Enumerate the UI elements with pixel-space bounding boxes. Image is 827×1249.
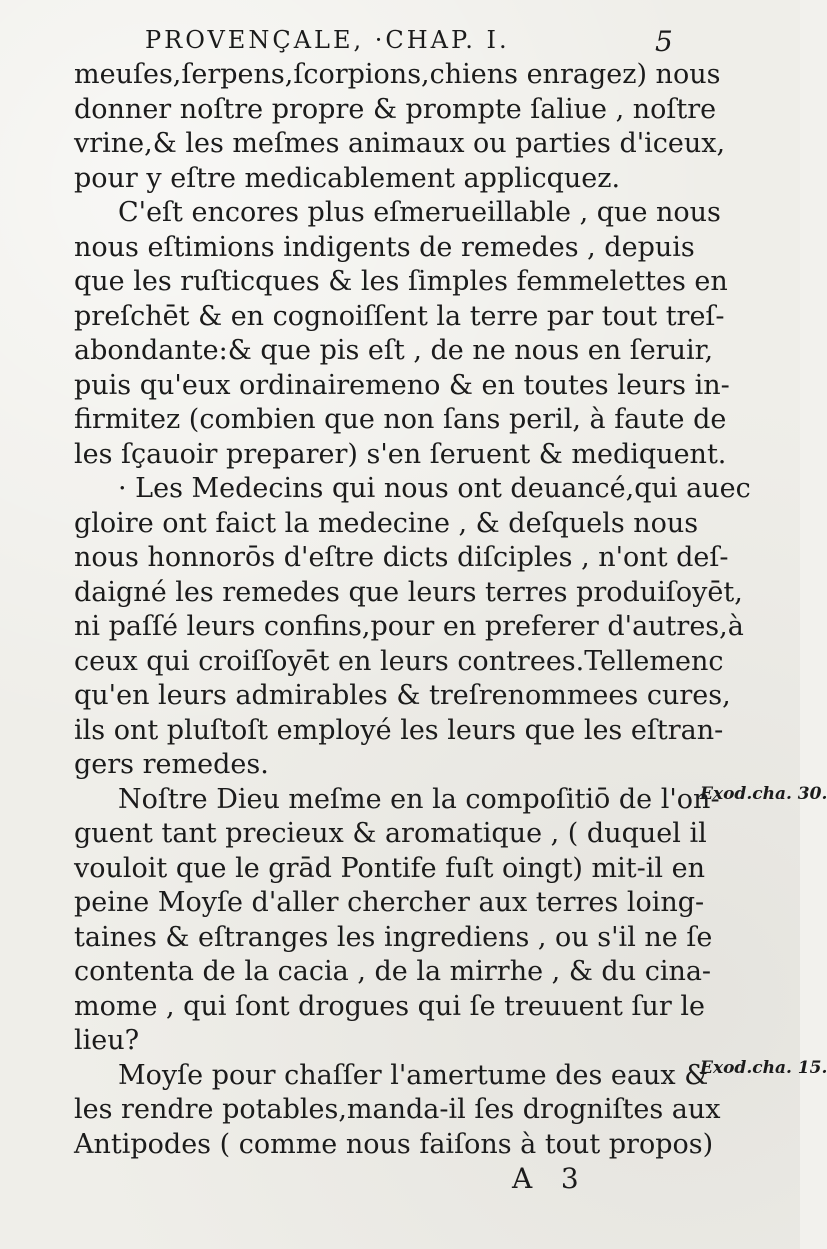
text-line: nous eſtimions indigents de remedes , depuis: [74, 231, 695, 263]
paragraph-start-line: Noſtre Dieu meſme en la compoſitiō de l'on-: [118, 783, 720, 815]
text-line: Antipodes ( comme nous faiſons à tout propos): [74, 1128, 714, 1160]
signature-number: 3: [560, 1162, 579, 1195]
text-line: ils ont pluſtoſt employé les leurs que les eſtran-: [74, 714, 724, 746]
text-line: vouloit que le grād Pontife fuſt oingt) mit-il en: [74, 852, 705, 884]
text-line: ni paſſé leurs confins,pour en preferer d'autres,à: [74, 611, 744, 642]
text-line: peine Moyſe d'aller chercher aux terres loing-: [74, 887, 705, 918]
text-line: gers remedes.: [74, 749, 269, 780]
text-line: guent tant precieux & aromatique , ( duquel il: [74, 818, 707, 849]
text-line: lieu?: [74, 1025, 140, 1056]
text-line: meuſes,ſerpens,ſcorpions,chiens enragez) nous: [74, 59, 721, 90]
text-line: taines & eſtranges les ingrediens , ou s'il ne ſe: [74, 921, 713, 953]
text-line: vrine,& les meſmes animaux ou parties d'iceux,: [74, 128, 726, 159]
signature-mark: [512, 1156, 632, 1202]
paragraph-start-line: Moyſe pour chaſſer l'amertume des eaux &: [118, 1059, 709, 1091]
text-line: abondante:& que pis eſt , de ne nous en ſeruir,: [74, 335, 714, 366]
text-line: daigné les remedes que leurs terres produiſoyēt,: [74, 576, 743, 608]
text-line: les ſçauoir preparer) s'en ſeruent & mediquent.: [74, 438, 727, 470]
paragraph-start-line: · Les Medecins qui nous ont deuancé,qui auec: [118, 473, 751, 504]
text-line: preſchēt & en cognoiſſent la terre par tout treſ-: [74, 300, 725, 332]
paragraph-start-line: C'eſt encores plus eſmerueillable , que nous: [118, 197, 721, 228]
text-line: que les ruſticques & les ſimples femmelettes en: [74, 266, 728, 297]
text-line: les rendre potables,manda-il ſes drogniſtes aux: [74, 1094, 721, 1125]
text-line: gloire ont faict la medecine , & deſquels nous: [74, 507, 699, 539]
main-text: [74, 58, 751, 1160]
text-line: qu'en leurs admirables & treſrenommees cures,: [74, 680, 731, 711]
text-line: contenta de la cacia , de la mirrhe , & du cina-: [74, 956, 712, 987]
signature-letter: A: [512, 1162, 533, 1195]
text-line: nous honnorōs d'eſtre dicts diſciples , n'ont deſ-: [74, 542, 729, 573]
running-head: PROVENÇALE, ·CHAP. I.: [145, 26, 510, 54]
text-line: donner noſtre propre & prompte ſaliue , noſtre: [74, 93, 717, 125]
text-line: mome , qui ſont drogues qui ſe treuuent ſur le: [74, 990, 705, 1022]
margin-note: Exod.cha. 30.: [700, 784, 827, 804]
text-line: puis qu'eux ordinairemeno & en toutes leurs in-: [74, 369, 730, 401]
text-line: pour y eſtre medicablement applicquez.: [74, 162, 621, 194]
margin-note: Exod.cha. 15.: [700, 1058, 827, 1078]
page-number: 5: [655, 25, 673, 58]
text-line: ceux qui croiſſoyēt en leurs contrees.Tellemenc: [74, 645, 724, 677]
text-line: firmitez (combien que non ſans peril, à faute de: [74, 404, 727, 435]
